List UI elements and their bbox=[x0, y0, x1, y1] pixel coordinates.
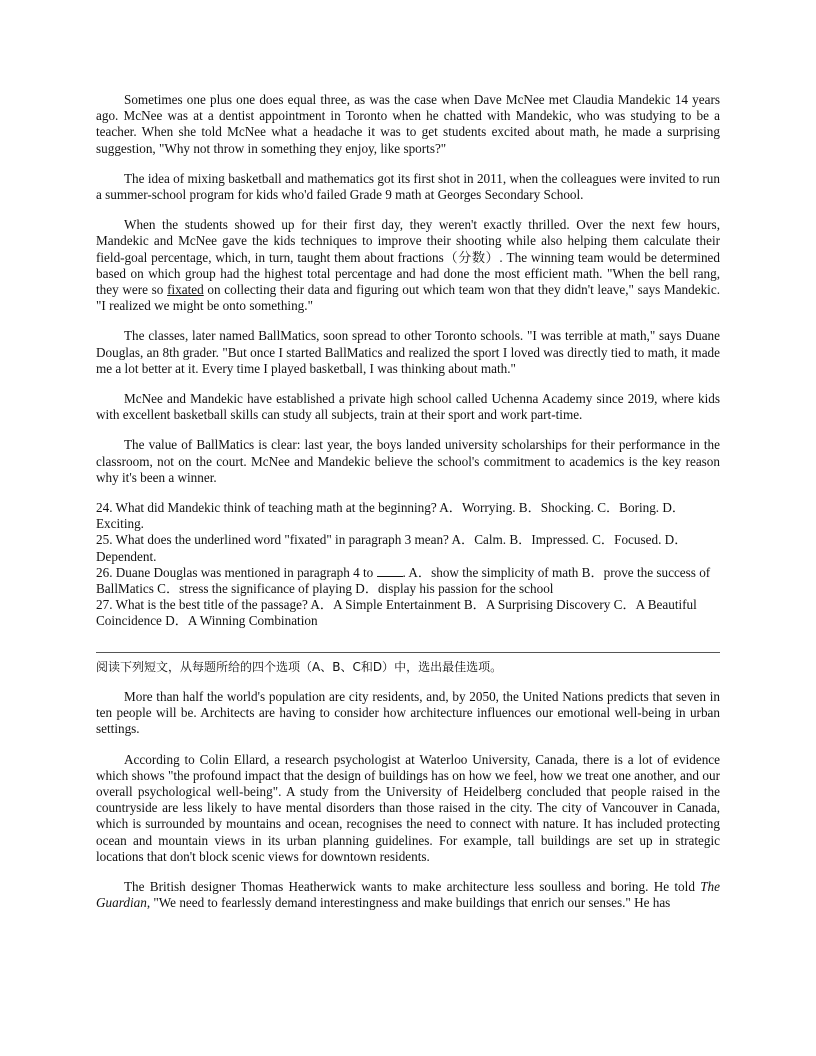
question-27: 27. What is the best title of the passage? A．A Simple Entertainment B．A Surprising Discovery C．A Beautiful Coincidence D．A Winning Combination bbox=[96, 597, 697, 629]
passage-2-paragraph-1: More than half the world's population are city residents, and, by 2050, the United Nations predicts that seven in ten people will be. Architects are having to consider how architecture influences our emotional well-being in urban settings. bbox=[96, 688, 720, 737]
paragraph-1: Sometimes one plus one does equal three, as was the case when Dave McNee met Claudia Mandekic 14 years ago. McNee was at a dentist appointment in Toronto when he chatted with Mandekic, who was studying to be a teacher. When she told McNee what a headache it was to get students excited about math, he made a surprising suggestion, "Why not throw in something they enjoy, like sports?" bbox=[96, 92, 720, 156]
section-instruction: 阅读下列短文，从每题所给的四个选项（A、B、C和D）中，选出最佳选项。 bbox=[96, 659, 503, 674]
question-25: 25. What does the underlined word "fixated" in paragraph 3 mean? A．Calm. B．Impressed. C．Focused. D．Dependent. bbox=[96, 532, 688, 564]
question-26-stem: 26. Duane Douglas was mentioned in paragraph 4 to bbox=[96, 564, 377, 580]
underlined-word-fixated: fixated bbox=[167, 282, 204, 298]
section-divider bbox=[96, 652, 720, 653]
publication-title: The Guardian bbox=[96, 878, 720, 911]
question-26 bbox=[96, 565, 720, 597]
question-26-options: . A．show the simplicity of math B．prove the success of BallMatics C．stress the significance of playing D．display his passion for the school bbox=[96, 564, 711, 597]
paragraph-3-part-b: on collecting their data and figuring out which team won that they didn't leave," says Mandekic. "I realized we might be onto something." bbox=[96, 282, 720, 314]
paragraph-3 bbox=[96, 217, 720, 314]
question-24: 24. What did Mandekic think of teaching math at the beginning? A．Worrying. B．Shocking. C．Boring. D．Exciting. bbox=[96, 500, 686, 532]
passage-2-paragraph-3-part-a: The British designer Thomas Heatherwick wants to make architecture less soulless and boring. He told bbox=[124, 878, 701, 894]
paragraph-5: McNee and Mandekic have established a private high school called Uchenna Academy since 2019, where kids with excellent basketball skills can study all subjects, train at their sport and work part-time. bbox=[96, 391, 720, 423]
paragraph-2: The idea of mixing basketball and mathematics got its first shot in 2011, when the colleagues were invited to run a summer-school program for kids who'd failed Grade 9 math at Georges Secondary School. bbox=[96, 170, 720, 203]
answer-blank bbox=[377, 566, 403, 577]
passage-2 bbox=[96, 659, 720, 912]
passage-1 bbox=[96, 92, 720, 486]
document-page bbox=[96, 92, 720, 925]
paragraph-4: The classes, later named BallMatics, soon spread to other Toronto schools. "I was terrible at math," says Duane Douglas, an 8th grader. "But once I started BallMatics and realized the sport I loved was directly tied to math, it made me a lot better at it. Every time I played basketball, I was thinking about math." bbox=[96, 328, 720, 376]
question-list bbox=[96, 500, 720, 630]
passage-2-paragraph-3 bbox=[96, 879, 720, 911]
passage-2-paragraph-2: According to Colin Ellard, a research psychologist at Waterloo University, Canada, there is a lot of evidence which shows "the profound impact that the design of buildings has on how we feel, how we treat one another, and our overall psychological well-being". A study from the University of Heidelberg concluded that people raised in the countryside are less likely to have mental disorders than those raised in the city. The city of Vancouver in Canada, which is surrounded by mountains and ocean, recognises the need to connect with nature. It has included protecting ocean and mountain views in its urban planning guidelines. For example, tall buildings are set up in strategic locations that don't block scenic views for downtown residents. bbox=[96, 751, 720, 864]
paragraph-3-part-a: When the students showed up for their first day, they weren't exactly thrilled. Over the next few hours, Mandekic and McNee gave the kids techniques to improve their shooting while also helping them calculate their field-goal percentage, which, in turn, taught them about fractions（分数）. The winning team would be determined based on which group had the highest total percentage and had done the most efficient math. "When the bell rang, they were so bbox=[96, 217, 720, 298]
paragraph-6: The value of BallMatics is clear: last year, the boys landed university scholarships for their performance in the classroom, not on the court. McNee and Mandekic believe the school's commitment to academics is the key reason why it's been a winner. bbox=[96, 437, 720, 485]
passage-2-paragraph-3-part-b: , "We need to fearlessly demand interestingness and make buildings that enrich our senses." He has bbox=[146, 895, 671, 911]
